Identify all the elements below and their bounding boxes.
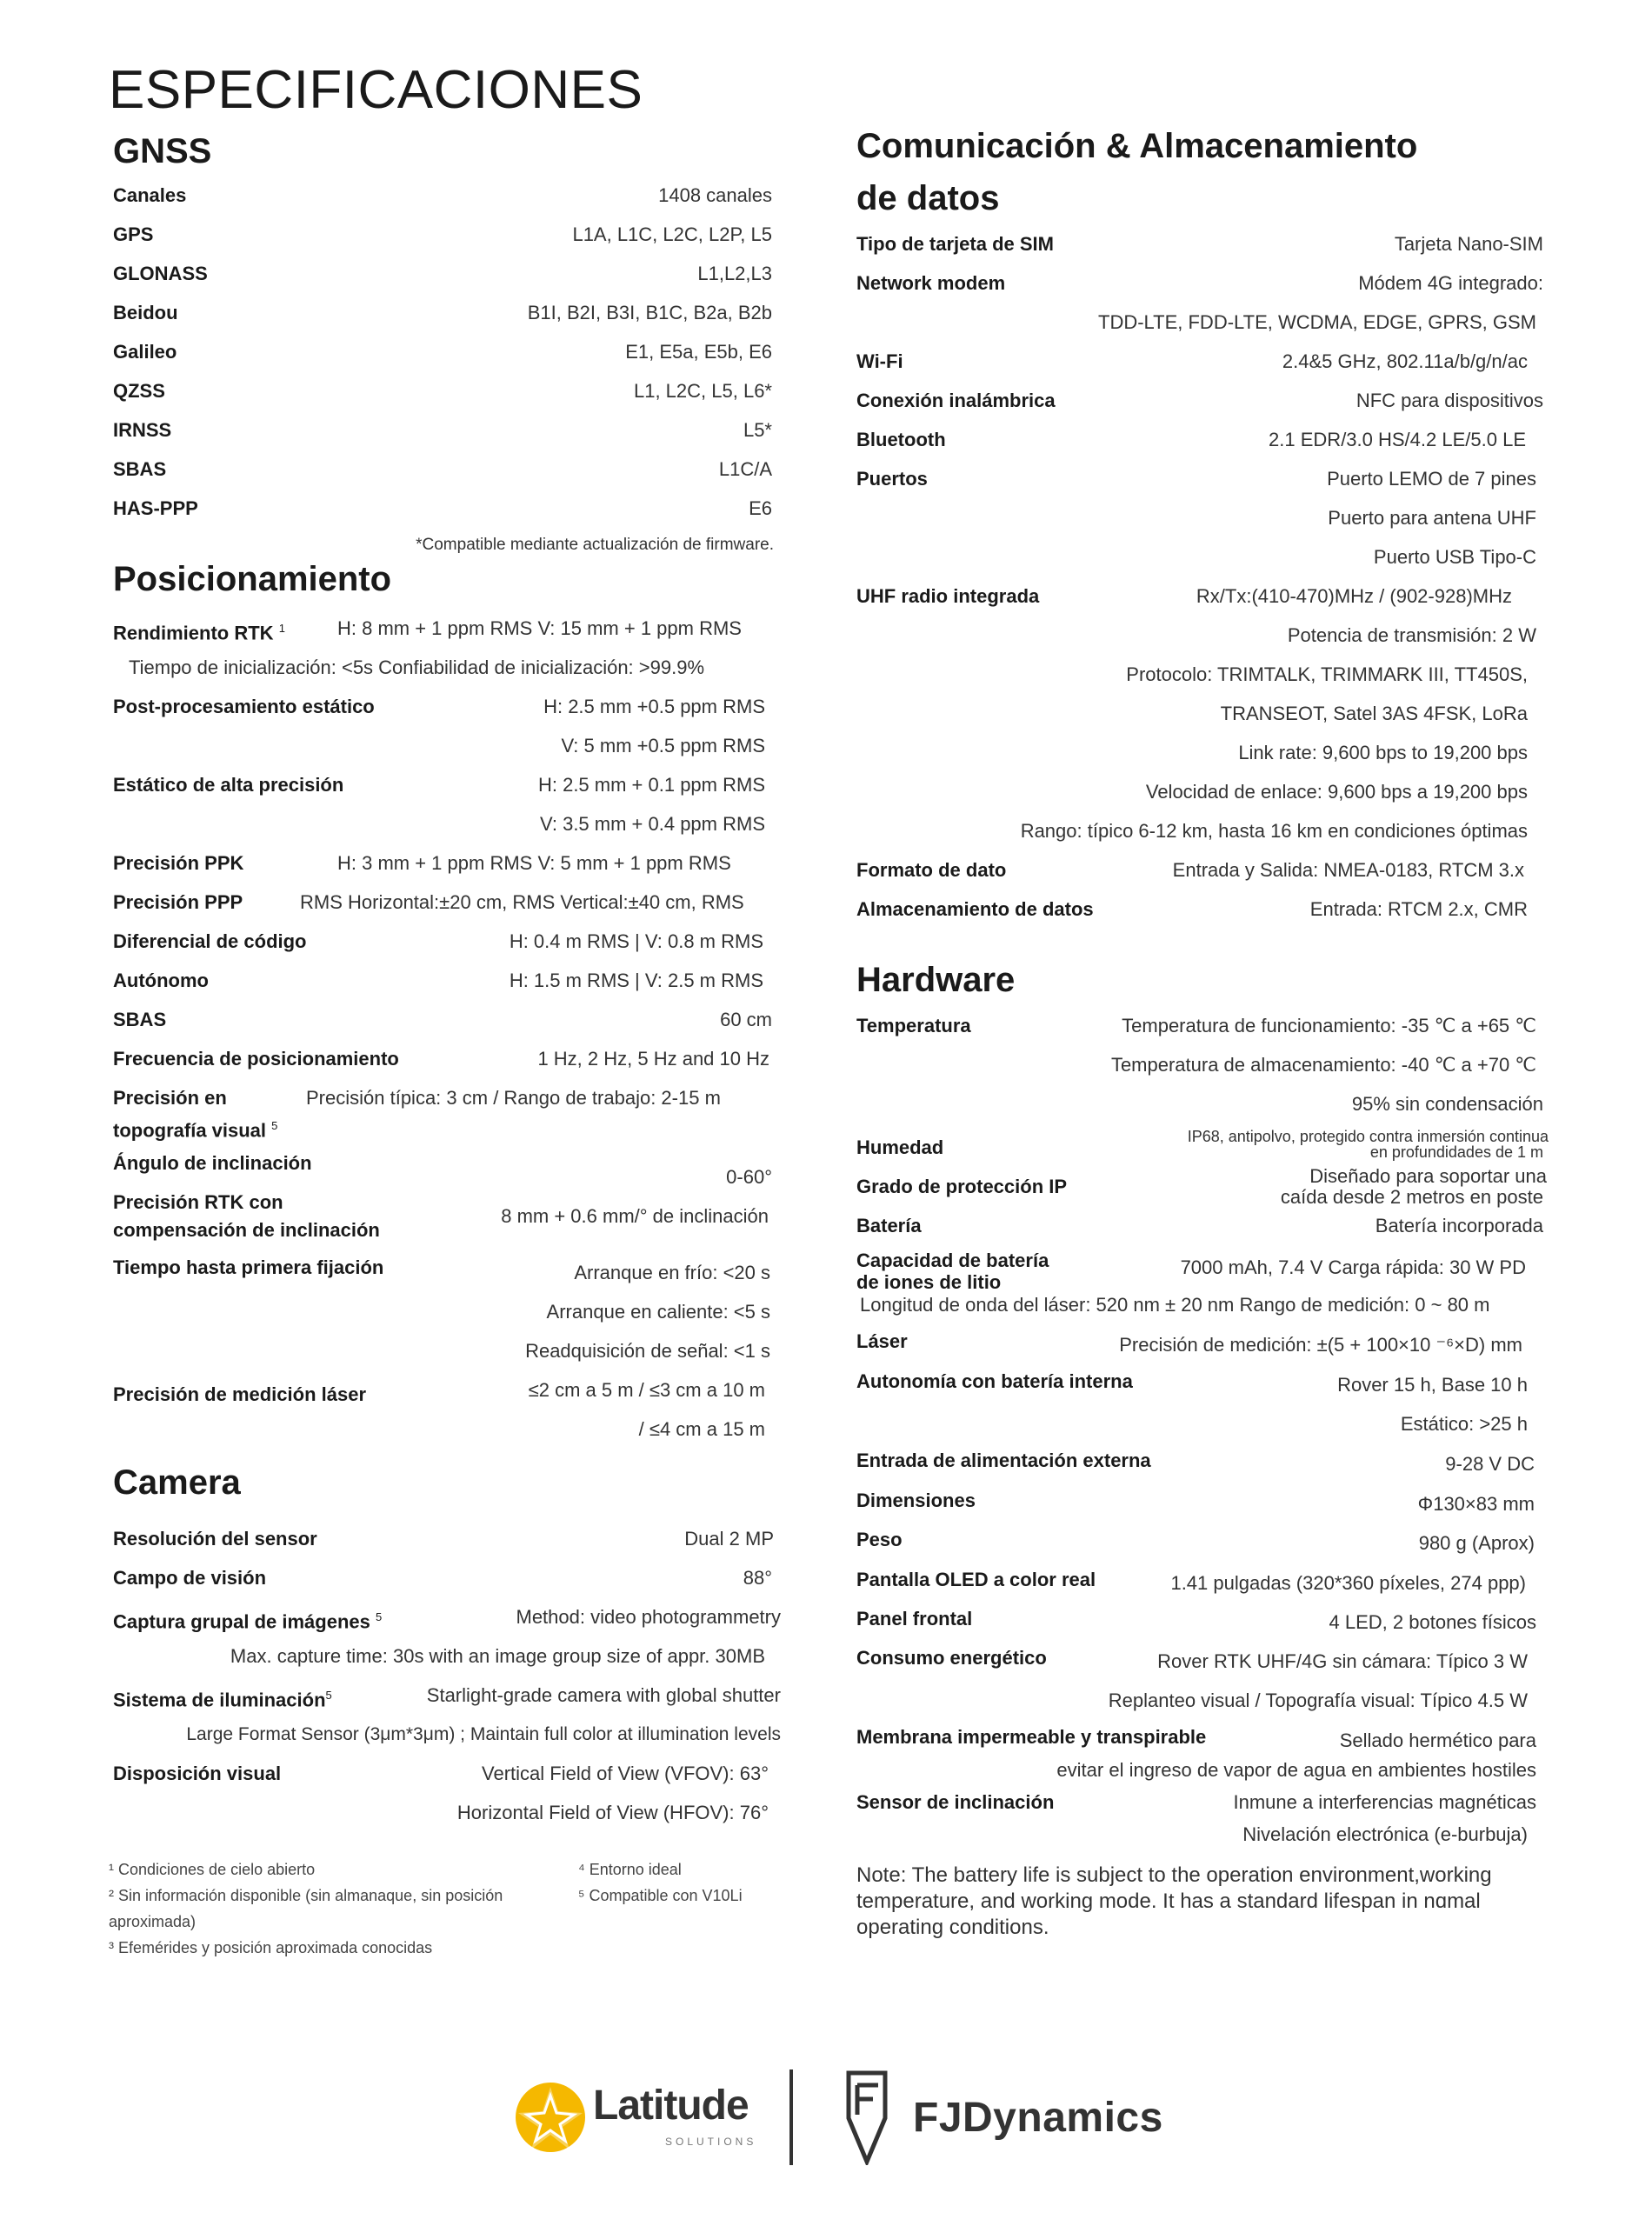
spec-label: Diferencial de código (113, 930, 307, 952)
spec-label: Post-procesamiento estático (113, 696, 375, 717)
spec-value: Entrada: RTCM 2.x, CMR (1309, 898, 1528, 920)
footnote-1: ¹ Condiciones de cielo abierto (109, 1861, 316, 1878)
spec-value: H: 0.4 m RMS | V: 0.8 m RMS (509, 930, 763, 952)
spec-value: 95% sin condensación (1351, 1093, 1543, 1115)
footnote-2-cont: aproximada) (109, 1913, 197, 1930)
spec-value: L5* (743, 419, 772, 441)
spec-value: V: 5 mm +0.5 ppm RMS (561, 735, 765, 756)
spec-label: GLONASS (113, 263, 208, 284)
spec-label: UHF radio integrada (856, 585, 1040, 607)
footnote-5: ⁵ Compatible con V10Li (578, 1887, 743, 1904)
spec-label: Beidou (113, 302, 178, 323)
spec-value: 0-60° (726, 1166, 772, 1188)
spec-value: TDD-LTE, FDD-LTE, WCDMA, EDGE, GPRS, GSM (1098, 311, 1536, 333)
spec-value: Temperatura de almacenamiento: -40 ℃ a +70 ℃ (1110, 1054, 1536, 1076)
spec-value: Velocidad de enlace: 9,600 bps a 19,200 bps (1145, 781, 1528, 803)
spec-label: SBAS (113, 1009, 167, 1030)
spec-value: 2.1 EDR/3.0 HS/4.2 LE/5.0 LE (1269, 429, 1526, 450)
spec-value: Rover 15 h, Base 10 h (1337, 1374, 1528, 1396)
spec-value: Link rate: 9,600 bps to 19,200 bps (1238, 742, 1528, 763)
footnote-2: ² Sin información disponible (sin almanaque, sin posición (109, 1887, 503, 1904)
spec-label: IRNSS (113, 419, 172, 441)
spec-label: Galileo (113, 341, 177, 363)
spec-value: Horizontal Field of View (HFOV): 76° (456, 1802, 769, 1823)
spec-value: Módem 4G integrado: (1358, 272, 1543, 294)
logo-divider (789, 2069, 793, 2165)
spec-label: Dimensiones (856, 1490, 976, 1511)
spec-value: 1.41 pulgadas (320*360 píxeles, 274 ppp) (1170, 1572, 1526, 1594)
spec-value: 1408 canales (658, 184, 772, 206)
latitude-logo-icon (513, 2080, 588, 2155)
gnss-heading: GNSS (113, 132, 212, 170)
spec-value: Estático: >25 h (1400, 1413, 1528, 1435)
spec-value: 2.4&5 GHz, 802.11a/b/g/n/ac (1282, 350, 1528, 372)
spec-value: Large Format Sensor (3μm*3μm) ; Maintain full color at illumination levels (186, 1724, 781, 1744)
spec-value: Replanteo visual / Topografía visual: Típico 4.5 W (1108, 1689, 1528, 1711)
spec-value: Vertical Field of View (VFOV): 63° (482, 1763, 769, 1784)
spec-value: Dual 2 MP (684, 1528, 774, 1550)
latitude-logo-text: Latitude (593, 2083, 749, 2129)
spec-label: Frecuencia de posicionamiento (113, 1048, 399, 1070)
footnote-marker: 5 (325, 1689, 332, 1702)
spec-value: Rango: típico 6-12 km, hasta 16 km en condiciones óptimas (1020, 820, 1528, 842)
spec-label: Batería (856, 1215, 922, 1236)
spec-value: B1I, B2I, B3I, B1C, B2a, B2b (527, 302, 772, 323)
spec-value: 7000 mAh, 7.4 V Carga rápida: 30 W PD (1180, 1256, 1526, 1278)
spec-value: caída desde 2 metros en poste (1280, 1186, 1543, 1208)
spec-label: Autonomía con batería interna (856, 1370, 1133, 1392)
spec-value: NFC para dispositivos (1356, 390, 1543, 411)
spec-value: L1C/A (718, 458, 772, 480)
spec-value: Inmune a interferencias magnéticas (1233, 1791, 1536, 1813)
camera-heading: Camera (113, 1463, 241, 1502)
spec-value: Longitud de onda del láser: 520 nm ± 20 nm Rango de medición: 0 ~ 80 m (860, 1294, 1490, 1316)
spec-value: TRANSEOT, Satel 3AS 4FSK, LoRa (1220, 703, 1528, 724)
spec-value: Sellado hermético para (1339, 1729, 1536, 1751)
spec-value: H: 1.5 m RMS | V: 2.5 m RMS (509, 970, 763, 991)
spec-label: HAS-PPP (113, 497, 198, 519)
spec-value: Tiempo de inicialización: <5s Confiabilidad de inicialización: >99.9% (129, 656, 705, 678)
spec-label: Sistema de iluminación (113, 1689, 326, 1711)
spec-value: IP68, antipolvo, protegido contra inmersión continua (1187, 1128, 1549, 1145)
spec-label: Almacenamiento de datos (856, 898, 1094, 920)
spec-value: 9-28 V DC (1445, 1453, 1535, 1475)
spec-value: Precisión de medición: ±(5 + 100×10 ⁻⁶×D) mm (1119, 1334, 1522, 1356)
spec-label: Grado de protección IP (856, 1176, 1068, 1197)
spec-label: Disposición visual (113, 1763, 282, 1784)
fjdynamics-logo-icon (843, 2069, 890, 2165)
spec-value: Entrada y Salida: NMEA-0183, RTCM 3.x (1172, 859, 1524, 881)
spec-value: Arranque en caliente: <5 s (546, 1301, 770, 1323)
spec-value: L1,L2,L3 (697, 263, 772, 284)
spec-value: Temperatura de funcionamiento: -35 ℃ a +65 ℃ (1122, 1015, 1536, 1036)
spec-label: Humedad (856, 1136, 944, 1158)
spec-label: Panel frontal (856, 1608, 973, 1630)
spec-value: Diseñado para soportar una (1309, 1165, 1547, 1187)
spec-value: H: 2.5 mm +0.5 ppm RMS (543, 696, 765, 717)
spec-label: de iones de litio (856, 1271, 1002, 1293)
spec-value: Potencia de transmisión: 2 W (1287, 624, 1536, 646)
spec-value: L1A, L1C, L2C, L2P, L5 (572, 223, 772, 245)
spec-value: Readquisición de señal: <1 s (525, 1340, 770, 1362)
spec-value: 60 cm (720, 1009, 772, 1030)
comm-heading: Comunicación & Almacenamiento (856, 127, 1418, 165)
spec-value: 1 Hz, 2 Hz, 5 Hz and 10 Hz (537, 1048, 769, 1070)
spec-label: GPS (113, 223, 154, 245)
spec-value: H: 2.5 mm + 0.1 ppm RMS (537, 774, 765, 796)
spec-label: Formato de dato (856, 859, 1007, 881)
spec-value: Puerto LEMO de 7 pines (1327, 468, 1536, 490)
spec-label: Wi-Fi (856, 350, 903, 372)
spec-value: L1, L2C, L5, L6* (633, 380, 772, 402)
spec-value: RMS Horizontal:±20 cm, RMS Vertical:±40 cm, RMS (300, 891, 744, 913)
spec-value: Starlight-grade camera with global shutter (426, 1684, 781, 1706)
latitude-logo-subtext: SOLUTIONS (665, 2136, 757, 2148)
spec-label: Membrana impermeable y transpirable (856, 1726, 1207, 1748)
spec-value: Tarjeta Nano-SIM (1394, 233, 1543, 255)
spec-label: Puertos (856, 468, 928, 490)
spec-label: compensación de inclinación (113, 1219, 380, 1241)
spec-label: topografía visual (113, 1119, 267, 1142)
posicionamiento-heading: Posicionamiento (113, 560, 392, 598)
spec-value: Method: video photogrammetry (516, 1606, 781, 1628)
spec-label: Rendimiento RTK (113, 622, 274, 644)
spec-label: Pantalla OLED a color real (856, 1569, 1096, 1590)
spec-value: 88° (743, 1567, 772, 1589)
spec-value: H: 8 mm + 1 ppm RMS V: 15 mm + 1 ppm RMS (337, 617, 742, 639)
spec-value: Arranque en frío: <20 s (574, 1262, 770, 1283)
spec-label: Entrada de alimentación externa (856, 1450, 1151, 1471)
spec-label: Tipo de tarjeta de SIM (856, 233, 1054, 255)
spec-value: en profundidades de 1 m (1369, 1143, 1543, 1161)
spec-label: Bluetooth (856, 429, 946, 450)
spec-label: Precisión de medición láser (113, 1383, 367, 1405)
spec-value: 8 mm + 0.6 mm/° de inclinación (501, 1205, 769, 1227)
gnss-firmware-note: *Compatible mediante actualización de firmware. (416, 536, 774, 554)
spec-value: Max. capture time: 30s with an image group size of appr. 30MB (230, 1645, 765, 1667)
spec-label: Resolución del sensor (113, 1528, 317, 1550)
spec-label: Láser (856, 1330, 908, 1352)
spec-value: Batería incorporada (1375, 1215, 1543, 1236)
spec-label: Capacidad de batería (856, 1250, 1049, 1271)
spec-label: Autónomo (113, 970, 209, 991)
spec-label: Tiempo hasta primera fijación (113, 1256, 384, 1278)
spec-value: 4 LED, 2 botones físicos (1329, 1611, 1536, 1633)
spec-label: Temperatura (856, 1015, 971, 1036)
spec-value: Φ130×83 mm (1417, 1493, 1535, 1515)
spec-value: E1, E5a, E5b, E6 (625, 341, 772, 363)
footnote-3: ³ Efemérides y posición aproximada conocidas (109, 1939, 433, 1956)
comm-heading-2: de datos (856, 179, 1000, 217)
spec-value: E6 (749, 497, 772, 519)
footnote-marker: 5 (375, 1610, 383, 1623)
spec-label: Peso (856, 1529, 903, 1550)
spec-label: Campo de visión (113, 1567, 267, 1589)
spec-label: Precisión RTK con (113, 1191, 283, 1213)
footnote-marker: 5 (271, 1119, 278, 1132)
spec-value: Precisión típica: 3 cm / Rango de trabajo: 2-15 m (306, 1087, 721, 1109)
spec-label: Sensor de inclinación (856, 1791, 1055, 1813)
spec-value: Rover RTK UHF/4G sin cámara: Típico 3 W (1157, 1650, 1528, 1672)
spec-label: Ángulo de inclinación (113, 1152, 312, 1174)
footer-logos (513, 2069, 1165, 2174)
spec-label: Network modem (856, 272, 1006, 294)
spec-value: Rx/Tx:(410-470)MHz / (902-928)MHz (1196, 585, 1512, 607)
spec-value: Protocolo: TRIMTALK, TRIMMARK III, TT450S, (1126, 663, 1528, 685)
hardware-heading: Hardware (856, 961, 1016, 999)
spec-label: Canales (113, 184, 187, 206)
spec-label: Precisión PPK (113, 852, 244, 874)
footnote-marker: 1 (278, 622, 285, 635)
spec-label: Precisión PPP (113, 891, 243, 913)
spec-value: Puerto para antena UHF (1328, 507, 1536, 529)
spec-value: H: 3 mm + 1 ppm RMS V: 5 mm + 1 ppm RMS (337, 852, 731, 874)
spec-value: Puerto USB Tipo-C (1373, 546, 1536, 568)
battery-note: Note: The battery life is subject to the operation environment,working temperature, and working mode. It has a standard lifespan in nɑmal operating conditions. (856, 1863, 1492, 1939)
footnote-4: ⁴ Entorno ideal (578, 1861, 682, 1878)
page-title: ESPECIFICACIONES (109, 60, 643, 120)
spec-value: / ≤4 cm a 15 m (638, 1418, 765, 1440)
spec-value: Nivelación electrónica (e-burbuja) (1242, 1823, 1528, 1845)
spec-value: ≤2 cm a 5 m / ≤3 cm a 10 m (528, 1379, 765, 1401)
spec-label: Captura grupal de imágenes (113, 1610, 370, 1633)
spec-value: V: 3.5 mm + 0.4 ppm RMS (540, 813, 765, 835)
spec-label: QZSS (113, 380, 165, 402)
spec-label: Estático de alta precisión (113, 774, 344, 796)
fjdynamics-logo-text: FJDynamics (913, 2095, 1163, 2141)
spec-label: Conexión inalámbrica (856, 390, 1056, 411)
spec-label: SBAS (113, 458, 167, 480)
spec-label: Consumo energético (856, 1647, 1047, 1669)
spec-value: evitar el ingreso de vapor de agua en ambientes hostiles (1056, 1759, 1536, 1781)
spec-label: Precisión en (113, 1087, 227, 1109)
spec-value: 980 g (Aprox) (1418, 1532, 1535, 1554)
